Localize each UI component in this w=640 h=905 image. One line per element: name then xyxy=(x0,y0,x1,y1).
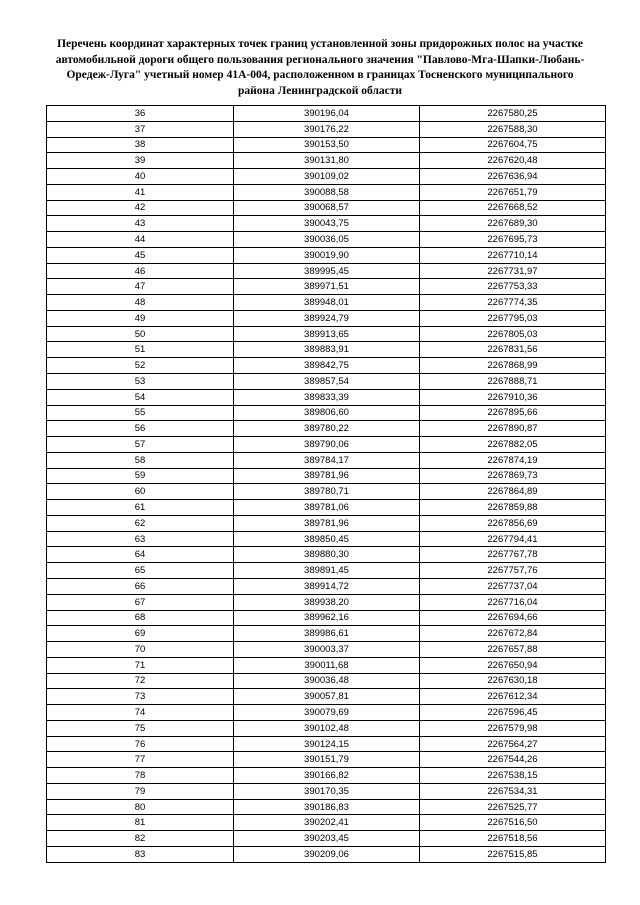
point-number-cell: 72 xyxy=(47,673,234,689)
y-coordinate-cell: 2267856,69 xyxy=(420,515,606,531)
table-row xyxy=(47,783,606,799)
y-coordinate-cell: 2267805,03 xyxy=(420,326,606,342)
table-row xyxy=(47,232,606,248)
table-row xyxy=(47,106,606,122)
table-row xyxy=(47,279,606,295)
y-coordinate-cell: 2267757,76 xyxy=(420,563,606,579)
table-row xyxy=(47,310,606,326)
x-coordinate-cell: 389986,61 xyxy=(234,626,420,642)
table-row xyxy=(47,689,606,705)
point-number-cell: 54 xyxy=(47,389,234,405)
x-coordinate-cell: 390151,79 xyxy=(234,752,420,768)
table-row xyxy=(47,547,606,563)
point-number-cell: 38 xyxy=(47,137,234,153)
point-number-cell: 58 xyxy=(47,452,234,468)
y-coordinate-cell: 2267515,85 xyxy=(420,846,606,862)
y-coordinate-cell: 2267564,27 xyxy=(420,736,606,752)
y-coordinate-cell: 2267651,79 xyxy=(420,184,606,200)
x-coordinate-cell: 390003,37 xyxy=(234,642,420,658)
y-coordinate-cell: 2267612,34 xyxy=(420,689,606,705)
point-number-cell: 40 xyxy=(47,169,234,185)
point-number-cell: 46 xyxy=(47,263,234,279)
y-coordinate-cell: 2267657,88 xyxy=(420,642,606,658)
point-number-cell: 66 xyxy=(47,578,234,594)
table-row xyxy=(47,657,606,673)
point-number-cell: 70 xyxy=(47,642,234,658)
x-coordinate-cell: 389962,16 xyxy=(234,610,420,626)
table-row xyxy=(47,578,606,594)
y-coordinate-cell: 2267767,78 xyxy=(420,547,606,563)
y-coordinate-cell: 2267859,88 xyxy=(420,500,606,516)
x-coordinate-cell: 389883,91 xyxy=(234,342,420,358)
x-coordinate-cell: 390166,82 xyxy=(234,768,420,784)
point-number-cell: 45 xyxy=(47,247,234,263)
point-number-cell: 69 xyxy=(47,626,234,642)
table-row xyxy=(47,153,606,169)
point-number-cell: 65 xyxy=(47,563,234,579)
x-coordinate-cell: 390203,45 xyxy=(234,831,420,847)
table-row xyxy=(47,405,606,421)
point-number-cell: 79 xyxy=(47,783,234,799)
x-coordinate-cell: 390057,81 xyxy=(234,689,420,705)
table-row xyxy=(47,137,606,153)
point-number-cell: 68 xyxy=(47,610,234,626)
table-row xyxy=(47,799,606,815)
x-coordinate-cell: 390202,41 xyxy=(234,815,420,831)
point-number-cell: 57 xyxy=(47,437,234,453)
table-row xyxy=(47,831,606,847)
x-coordinate-cell: 389938,20 xyxy=(234,594,420,610)
table-row xyxy=(47,705,606,721)
point-number-cell: 52 xyxy=(47,358,234,374)
point-number-cell: 44 xyxy=(47,232,234,248)
table-row xyxy=(47,642,606,658)
y-coordinate-cell: 2267518,56 xyxy=(420,831,606,847)
x-coordinate-cell: 390036,48 xyxy=(234,673,420,689)
y-coordinate-cell: 2267795,03 xyxy=(420,310,606,326)
point-number-cell: 59 xyxy=(47,468,234,484)
y-coordinate-cell: 2267579,98 xyxy=(420,720,606,736)
y-coordinate-cell: 2267869,73 xyxy=(420,468,606,484)
point-number-cell: 80 xyxy=(47,799,234,815)
y-coordinate-cell: 2267895,66 xyxy=(420,405,606,421)
x-coordinate-cell: 389784,17 xyxy=(234,452,420,468)
point-number-cell: 39 xyxy=(47,153,234,169)
y-coordinate-cell: 2267588,30 xyxy=(420,121,606,137)
y-coordinate-cell: 2267580,25 xyxy=(420,106,606,122)
point-number-cell: 62 xyxy=(47,515,234,531)
y-coordinate-cell: 2267710,14 xyxy=(420,247,606,263)
point-number-cell: 42 xyxy=(47,200,234,216)
y-coordinate-cell: 2267831,56 xyxy=(420,342,606,358)
point-number-cell: 78 xyxy=(47,768,234,784)
y-coordinate-cell: 2267620,48 xyxy=(420,153,606,169)
x-coordinate-cell: 389790,06 xyxy=(234,437,420,453)
table-row xyxy=(47,736,606,752)
table-row xyxy=(47,484,606,500)
x-coordinate-cell: 390109,02 xyxy=(234,169,420,185)
point-number-cell: 82 xyxy=(47,831,234,847)
point-number-cell: 73 xyxy=(47,689,234,705)
y-coordinate-cell: 2267516,50 xyxy=(420,815,606,831)
coordinates-table xyxy=(46,105,606,863)
table-row xyxy=(47,594,606,610)
x-coordinate-cell: 390196,04 xyxy=(234,106,420,122)
table-row xyxy=(47,610,606,626)
table-row xyxy=(47,216,606,232)
table-row xyxy=(47,358,606,374)
table-row xyxy=(47,515,606,531)
x-coordinate-cell: 390036,05 xyxy=(234,232,420,248)
table-row xyxy=(47,768,606,784)
x-coordinate-cell: 390102,48 xyxy=(234,720,420,736)
x-coordinate-cell: 389924,79 xyxy=(234,310,420,326)
y-coordinate-cell: 2267689,30 xyxy=(420,216,606,232)
point-number-cell: 51 xyxy=(47,342,234,358)
x-coordinate-cell: 389806,60 xyxy=(234,405,420,421)
x-coordinate-cell: 389780,71 xyxy=(234,484,420,500)
point-number-cell: 75 xyxy=(47,720,234,736)
point-number-cell: 37 xyxy=(47,121,234,137)
y-coordinate-cell: 2267544,26 xyxy=(420,752,606,768)
point-number-cell: 53 xyxy=(47,374,234,390)
title-line: автомобильной дороги общего пользования регионального значения "Павлово-Мга-Шапки-Любань- xyxy=(55,53,585,66)
y-coordinate-cell: 2267636,94 xyxy=(420,169,606,185)
x-coordinate-cell: 390209,06 xyxy=(234,846,420,862)
y-coordinate-cell: 2267534,31 xyxy=(420,783,606,799)
x-coordinate-cell: 390131,80 xyxy=(234,153,420,169)
point-number-cell: 41 xyxy=(47,184,234,200)
table-row xyxy=(47,846,606,862)
table-row xyxy=(47,626,606,642)
point-number-cell: 77 xyxy=(47,752,234,768)
y-coordinate-cell: 2267874,19 xyxy=(420,452,606,468)
y-coordinate-cell: 2267668,52 xyxy=(420,200,606,216)
point-number-cell: 36 xyxy=(47,106,234,122)
x-coordinate-cell: 389850,45 xyxy=(234,531,420,547)
title-line: Перечень координат характерных точек границ установленной зоны придорожных полос на участке xyxy=(57,38,583,50)
point-number-cell: 83 xyxy=(47,846,234,862)
y-coordinate-cell: 2267888,71 xyxy=(420,374,606,390)
x-coordinate-cell: 390088,58 xyxy=(234,184,420,200)
y-coordinate-cell: 2267794,41 xyxy=(420,531,606,547)
table-row xyxy=(47,247,606,263)
y-coordinate-cell: 2267868,99 xyxy=(420,358,606,374)
x-coordinate-cell: 390186,83 xyxy=(234,799,420,815)
table-row xyxy=(47,720,606,736)
point-number-cell: 67 xyxy=(47,594,234,610)
table-row xyxy=(47,184,606,200)
table-row xyxy=(47,452,606,468)
table-row xyxy=(47,169,606,185)
x-coordinate-cell: 390176,22 xyxy=(234,121,420,137)
y-coordinate-cell: 2267753,33 xyxy=(420,279,606,295)
table-row xyxy=(47,563,606,579)
point-number-cell: 43 xyxy=(47,216,234,232)
x-coordinate-cell: 389833,39 xyxy=(234,389,420,405)
x-coordinate-cell: 390153,50 xyxy=(234,137,420,153)
point-number-cell: 63 xyxy=(47,531,234,547)
x-coordinate-cell: 389781,96 xyxy=(234,515,420,531)
point-number-cell: 56 xyxy=(47,421,234,437)
point-number-cell: 47 xyxy=(47,279,234,295)
x-coordinate-cell: 389995,45 xyxy=(234,263,420,279)
x-coordinate-cell: 390124,15 xyxy=(234,736,420,752)
y-coordinate-cell: 2267882,05 xyxy=(420,437,606,453)
y-coordinate-cell: 2267716,04 xyxy=(420,594,606,610)
y-coordinate-cell: 2267596,45 xyxy=(420,705,606,721)
point-number-cell: 71 xyxy=(47,657,234,673)
document-title xyxy=(30,37,610,99)
x-coordinate-cell: 390043,75 xyxy=(234,216,420,232)
x-coordinate-cell: 389857,54 xyxy=(234,374,420,390)
y-coordinate-cell: 2267630,18 xyxy=(420,673,606,689)
x-coordinate-cell: 390019,90 xyxy=(234,247,420,263)
y-coordinate-cell: 2267737,04 xyxy=(420,578,606,594)
y-coordinate-cell: 2267650,94 xyxy=(420,657,606,673)
x-coordinate-cell: 389781,06 xyxy=(234,500,420,516)
y-coordinate-cell: 2267731,97 xyxy=(420,263,606,279)
x-coordinate-cell: 389842,75 xyxy=(234,358,420,374)
point-number-cell: 48 xyxy=(47,295,234,311)
point-number-cell: 50 xyxy=(47,326,234,342)
x-coordinate-cell: 389780,22 xyxy=(234,421,420,437)
y-coordinate-cell: 2267694,66 xyxy=(420,610,606,626)
table-row xyxy=(47,437,606,453)
table-row xyxy=(47,263,606,279)
point-number-cell: 49 xyxy=(47,310,234,326)
x-coordinate-cell: 389948,01 xyxy=(234,295,420,311)
table-row xyxy=(47,421,606,437)
x-coordinate-cell: 389971,51 xyxy=(234,279,420,295)
table-row xyxy=(47,815,606,831)
point-number-cell: 76 xyxy=(47,736,234,752)
x-coordinate-cell: 390170,35 xyxy=(234,783,420,799)
table-row xyxy=(47,326,606,342)
table-row xyxy=(47,500,606,516)
point-number-cell: 74 xyxy=(47,705,234,721)
y-coordinate-cell: 2267525,77 xyxy=(420,799,606,815)
table-row xyxy=(47,752,606,768)
table-row xyxy=(47,531,606,547)
y-coordinate-cell: 2267604,75 xyxy=(420,137,606,153)
x-coordinate-cell: 389891,45 xyxy=(234,563,420,579)
point-number-cell: 81 xyxy=(47,815,234,831)
table-row xyxy=(47,342,606,358)
x-coordinate-cell: 389880,30 xyxy=(234,547,420,563)
y-coordinate-cell: 2267538,15 xyxy=(420,768,606,784)
point-number-cell: 55 xyxy=(47,405,234,421)
y-coordinate-cell: 2267864,89 xyxy=(420,484,606,500)
point-number-cell: 61 xyxy=(47,500,234,516)
point-number-cell: 64 xyxy=(47,547,234,563)
y-coordinate-cell: 2267672,84 xyxy=(420,626,606,642)
coordinates-table-body xyxy=(47,106,606,863)
x-coordinate-cell: 390079,69 xyxy=(234,705,420,721)
table-row xyxy=(47,295,606,311)
x-coordinate-cell: 389913,65 xyxy=(234,326,420,342)
table-row xyxy=(47,200,606,216)
table-row xyxy=(47,673,606,689)
point-number-cell: 60 xyxy=(47,484,234,500)
table-row xyxy=(47,374,606,390)
y-coordinate-cell: 2267890,87 xyxy=(420,421,606,437)
y-coordinate-cell: 2267910,36 xyxy=(420,389,606,405)
title-line: района Ленинградской области xyxy=(237,84,403,97)
title-line: Оредеж-Луга" учетный номер 41А-004, расположенном в границах Тосненского муниципального xyxy=(66,69,574,81)
y-coordinate-cell: 2267774,35 xyxy=(420,295,606,311)
x-coordinate-cell: 390068,57 xyxy=(234,200,420,216)
x-coordinate-cell: 390011,68 xyxy=(234,657,420,673)
x-coordinate-cell: 389914,72 xyxy=(234,578,420,594)
table-row xyxy=(47,389,606,405)
table-row xyxy=(47,121,606,137)
y-coordinate-cell: 2267695,73 xyxy=(420,232,606,248)
table-row xyxy=(47,468,606,484)
x-coordinate-cell: 389781,96 xyxy=(234,468,420,484)
